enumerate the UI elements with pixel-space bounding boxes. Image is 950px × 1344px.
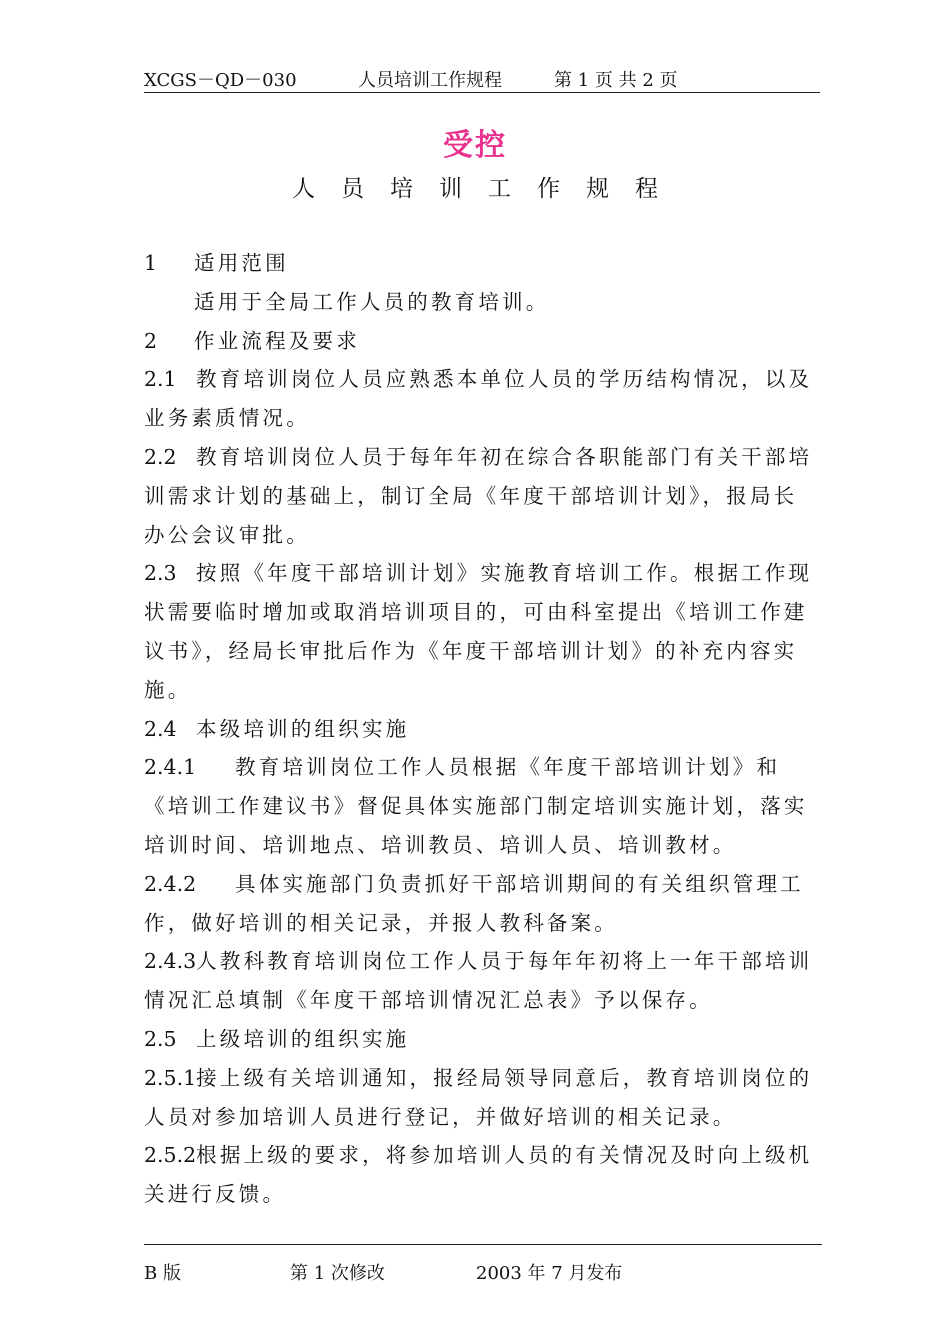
section-text: 适用范围 <box>194 251 289 275</box>
release-date: 2003 年 7 月发布 <box>476 1263 623 1284</box>
document-code: XCGS－QD－030 <box>144 70 297 91</box>
section-number: 2.1 <box>144 367 177 392</box>
scope-text: 适用于全局工作人员的教育培训。 <box>194 289 550 314</box>
section-text: 按照《年度干部培训计划》实施教育培训工作。根据工作现状需要临时增加或取消培训项目的，可由科室提出《培训工作建议书》，经局长审批后作为《年度干部培训计划》的补充内容实施。 <box>144 561 813 702</box>
section-2-1 <box>144 360 816 438</box>
section-text: 本级培训的组织实施 <box>196 716 410 741</box>
section-text: 具体实施部门负责抓好干部培训期间的有关组织管理工作，做好培训的相关记录，并报人教科备案。 <box>144 871 804 935</box>
section-2 <box>144 322 816 361</box>
section-text: 作业流程及要求 <box>194 328 360 353</box>
section-text: 教育培训岗位工作人员根据《年度干部培训计划》和《培训工作建议书》督促具体实施部门制定培训实施计划，落实培训时间、培训地点、培训教员、培训人员、培训教材。 <box>144 755 808 857</box>
section-text: 上级培训的组织实施 <box>196 1026 410 1051</box>
section-2-4-2 <box>144 865 816 943</box>
section-2-3 <box>144 554 816 709</box>
section-number: 2.4.3 <box>144 949 197 974</box>
section-2-2 <box>144 438 816 554</box>
controlled-stamp: 受控 <box>443 128 507 163</box>
section-number: 2.4.1 <box>144 755 197 780</box>
section-text: 教育培训岗位人员应熟悉本单位人员的学历结构情况，以及业务素质情况。 <box>144 367 813 431</box>
section-2-5-2 <box>144 1136 816 1214</box>
page-header <box>144 62 820 93</box>
section-2-4 <box>144 710 816 749</box>
page-number: 第 1 页 共 2 页 <box>554 70 678 91</box>
section-number: 2.3 <box>144 561 177 586</box>
document-body <box>144 244 816 1214</box>
section-text: 接上级有关培训通知，报经局领导同意后，教育培训岗位的人员对参加培训人员进行登记，并做好培训的相关记录。 <box>144 1065 813 1129</box>
section-number: 2.2 <box>144 444 177 469</box>
section-number: 2.5.1 <box>144 1065 197 1090</box>
section-number: 2.4.2 <box>144 871 197 896</box>
header-title: 人员培训工作规程 <box>358 70 502 91</box>
section-2-5 <box>144 1020 816 1059</box>
section-text: 根据上级的要求，将参加培训人员的有关情况及时向上级机关进行反馈。 <box>144 1143 813 1207</box>
document-title: 人员培训工作规程 <box>292 176 684 202</box>
section-1 <box>144 244 816 283</box>
section-2-4-3 <box>144 942 816 1020</box>
section-2-5-1 <box>144 1059 816 1137</box>
edition-label: B 版 <box>144 1263 181 1284</box>
section-number: 2.4 <box>144 716 177 741</box>
section-number: 2 <box>144 328 158 353</box>
section-2-4-1 <box>144 748 816 864</box>
page-footer <box>144 1244 822 1284</box>
section-text: 教育培训岗位人员于每年年初在综合各职能部门有关干部培训需求计划的基础上，制订全局《年度干部培训计划》，报局长办公会议审批。 <box>144 444 813 547</box>
section-number: 1 <box>144 251 158 275</box>
section-number: 2.5.2 <box>144 1143 197 1168</box>
revision-label: 第 1 次修改 <box>290 1263 385 1284</box>
section-number: 2.5 <box>144 1026 177 1051</box>
section-text: 人教科教育培训岗位工作人员于每年年初将上一年干部培训情况汇总填制《年度干部培训情况汇总表》予以保存。 <box>144 949 813 1013</box>
